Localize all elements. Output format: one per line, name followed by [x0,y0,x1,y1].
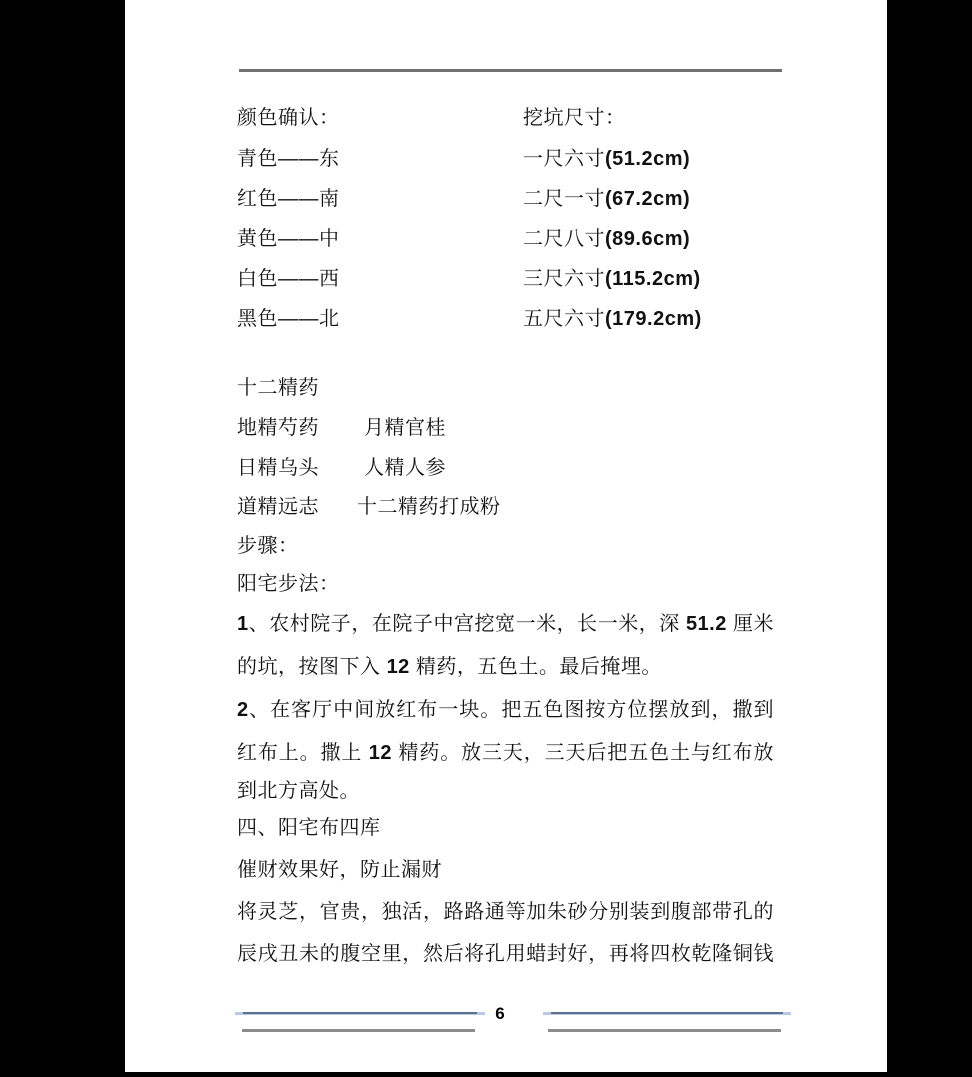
medicine-section-title: 十二精药 [237,377,319,399]
footer-line-gray-right [548,1029,781,1032]
bold-number: 12 [368,742,393,764]
paragraph-line-1 [237,611,774,638]
text-run: 四、阳宅布四库 [237,817,381,839]
text-run: 、在客厅中间放红布一块。把五色图按方位摆放到，撒到 [248,699,774,721]
text-run: 辰戌丑未的腹空里，然后将孔用蜡封好，再将四枚乾隆铜钱 [237,943,774,965]
size-row-1 [523,146,690,172]
bold-number: 51.2 [685,613,727,635]
header-rule [239,69,782,72]
paragraph-line-4 [237,740,774,767]
size-row-5 [523,306,702,332]
medicine-earth: 地精芍药 [237,417,319,439]
size-measure: (51.2cm) [605,148,691,170]
paragraph-line-7 [237,857,774,884]
footer-line-blue-right [543,1012,791,1015]
bold-number: 1 [237,613,249,635]
size-measure: (89.6cm) [605,228,691,250]
text-run: 催财效果好，防止漏财 [237,859,442,881]
size-cn: 二尺八寸 [523,228,605,250]
paragraph-line-8 [237,899,774,926]
medicine-dao: 道精远志 [237,496,319,518]
size-row-4 [523,266,701,292]
size-measure: (179.2cm) [605,308,702,330]
text-run: 的坑，按图下入 [237,656,387,678]
footer-line-blue-left [235,1012,485,1015]
size-measure: (67.2cm) [605,188,691,210]
text-run: 红布上。撒上 [237,742,369,764]
paragraph-line-5 [237,778,774,805]
color-section-heading: 颜色确认： [237,107,340,129]
pit-size-heading: 挖坑尺寸： [523,107,626,129]
text-run: 厘米 [726,613,774,635]
text-run: 精药，五色土。最后掩埋。 [409,656,662,678]
text-run: 将灵芝，官贵，独活，路路通等加朱砂分别装到腹部带孔的 [237,901,774,923]
scan-border-left [0,0,125,1077]
size-row-2 [523,186,690,212]
color-row-west: 白色——西 [237,268,340,290]
size-cn: 三尺六寸 [523,268,605,290]
medicine-powder-note: 十二精药打成粉 [357,496,501,518]
paragraph-line-9 [237,941,774,968]
color-row-south: 红色——南 [237,188,340,210]
medicine-sun: 日精乌头 [237,457,319,479]
color-row-center: 黄色——中 [237,228,340,250]
footer-line-gray-left [242,1029,475,1032]
steps-label: 步骤： [237,535,299,557]
paragraph-line-2 [237,654,774,681]
section-four-heading [237,815,774,842]
size-cn: 二尺一寸 [523,188,605,210]
scan-border-right [887,0,972,1077]
medicine-moon: 月精官桂 [364,417,446,439]
paragraph-line-3 [237,697,774,724]
color-row-north: 黑色——北 [237,308,340,330]
medicine-human: 人精人参 [364,457,446,479]
yangzhai-label: 阳宅步法： [237,573,340,595]
color-row-east: 青色——东 [237,148,340,170]
size-row-3 [523,226,690,252]
scan-border-bottom [125,1072,887,1077]
page-number: 6 [495,1004,505,1023]
text-run: 、农村院子，在院子中宫挖宽一米，长一米，深 [248,613,686,635]
size-cn: 五尺六寸 [523,308,605,330]
text-run: 到北方高处。 [237,780,360,802]
size-cn: 一尺六寸 [523,148,605,170]
bold-number: 12 [386,656,410,678]
bold-number: 2 [237,699,249,721]
text-run: 精药。放三天，三天后把五色土与红布放 [392,742,775,764]
size-measure: (115.2cm) [605,268,701,290]
